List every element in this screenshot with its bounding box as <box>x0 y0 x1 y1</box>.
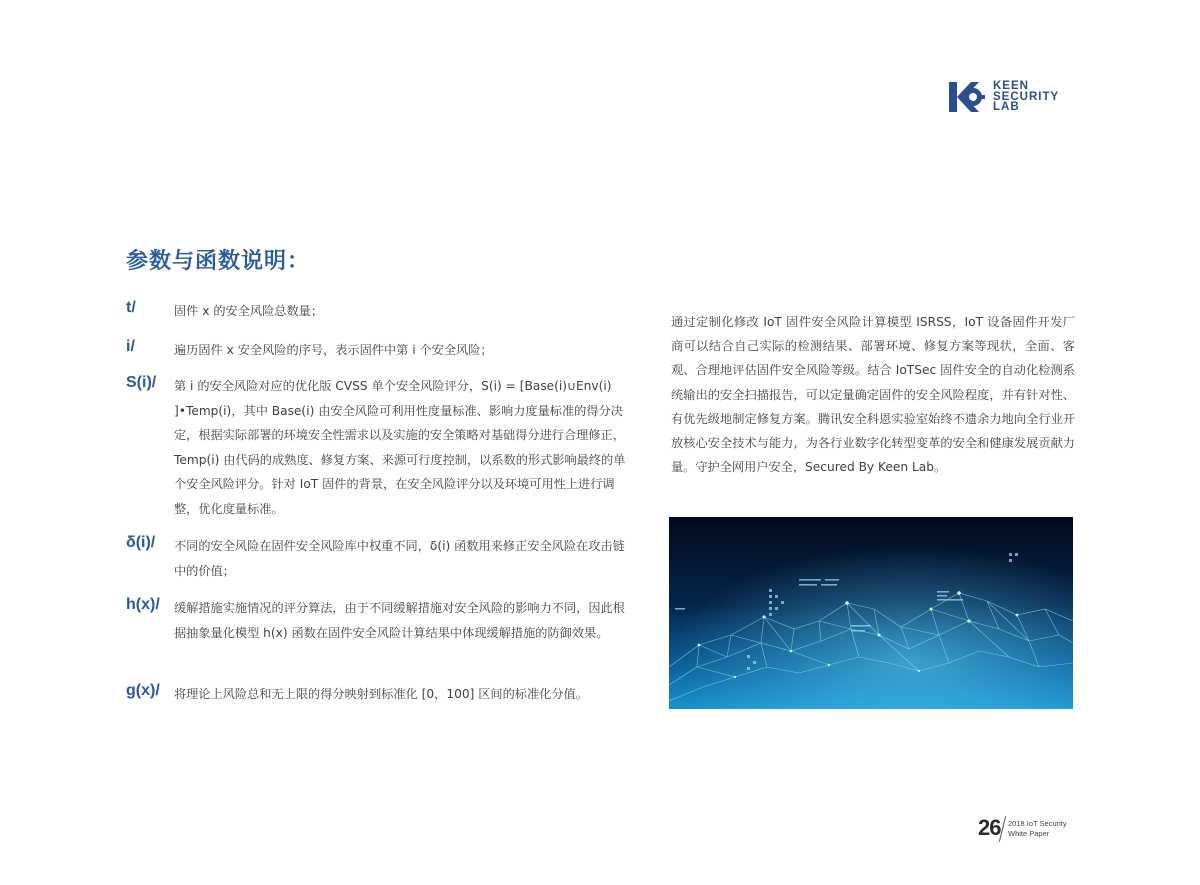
param-description: 第 i 的安全风险对应的优化版 CVSS 单个安全风险评分，S(i) = [Base(i)∪Env(i) ]•Temp(i)，其中 Base(i) 由安全风险可利用性度量标准、影响力度量标准的得分决定，根据实际部署的环境安全性需求以及实施的安全策略对基础得分进行合理修正，Temp(i) 由代码的成熟度、修复方案、来源可行度控制，以系数的形式影响最终的单个安全风险评分。针对 IoT 固件的背景，在安全风险评分以及环境可用性上进行调整，优化度量标准。 <box>174 379 626 516</box>
page-heading: 参数与函数说明： <box>126 249 311 274</box>
network-illustration <box>669 517 1073 709</box>
footer-line-2: White Paper <box>1008 829 1050 838</box>
param-description: 缓解措施实施情况的评分算法，由于不同缓解措施对安全风险的影响力不同，因此根据抽象量化模型 h(x) 函数在固件安全风险计算结果中体现缓解措施的防御效果。 <box>174 601 625 640</box>
param-description: 遍历固件 x 安全风险的序号，表示固件中第 i 个安全风险； <box>174 343 493 357</box>
logo-line-2: SECURITY <box>993 90 1060 103</box>
param-description: 将理论上风险总和无上限的得分映射到标准化 [0，100] 区间的标准化分值。 <box>174 687 588 701</box>
keen-security-lab-logo <box>949 80 1079 116</box>
param-symbol: δ(i)/ <box>126 534 156 551</box>
network-mesh-image <box>669 517 1073 709</box>
param-description: 不同的安全风险在固件安全风险库中权重不同，δ(i) 函数用来修正安全风险在攻击链中的价值； <box>174 539 625 578</box>
param-symbol: h(x)/ <box>126 596 160 613</box>
logo-wordmark <box>993 81 1059 113</box>
logo-line-3: LAB <box>993 101 1020 113</box>
keen-logo-icon <box>949 80 985 114</box>
footer-line-1: 2018 IoT Security <box>1008 819 1067 828</box>
param-symbol: t/ <box>126 299 136 316</box>
param-symbol: S(i)/ <box>126 374 157 391</box>
param-symbol: g(x)/ <box>126 682 160 699</box>
param-symbol: i/ <box>126 338 135 355</box>
page-footer <box>978 815 1078 845</box>
right-paragraph: 通过定制化修改 IoT 固件安全风险计算模型 ISRSS，IoT 设备固件开发厂商可以结合自己实际的检测结果、部署环境、修复方案等现状，全面、客观、合理地评估固件安全风险等级。结合 IoTSec 固件安全的自动化检测系统输出的安全扫描报告，可以定量确定固件的安全风险程度，并有针对性、有优先级地制定修复方案。腾讯安全科恩实验室始终不遗余力地向全行业开放核心安全技术与能力，为各行业数字化转型变革的安全和健康发展贡献力量。守护全网用户安全，Secured By Keen Lab。 <box>671 315 1075 475</box>
footer-publication-title <box>1008 819 1067 839</box>
param-description: 固件 x 的安全风险总数量； <box>174 304 324 318</box>
page-number: 26 <box>978 815 1001 840</box>
logo-line-1: KEEN <box>993 80 1029 92</box>
